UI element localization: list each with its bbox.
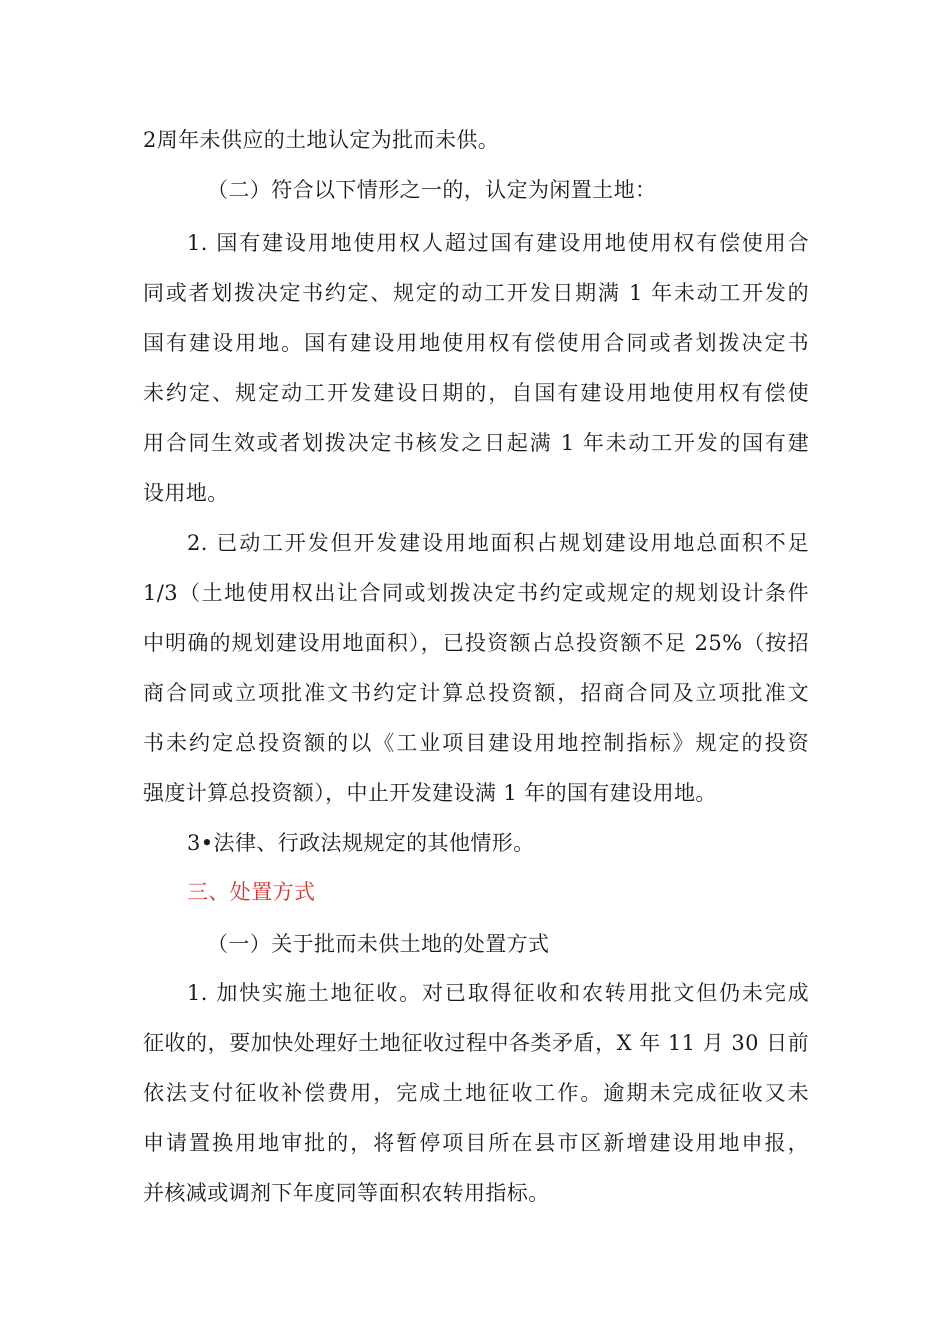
list-item-1-line: 同或者划拨决定书约定、规定的动工开发日期满 1 年未动工开发的 (143, 281, 809, 305)
list-item-2-line: 中明确的规划建设用地面积），已投资额占总投资额不足 25%（按招 (143, 631, 809, 655)
land-acquisition-line: 1. 加快实施土地征收。对已取得征收和农转用批文但仍未完成 (187, 981, 809, 1005)
list-item-1-line: 设用地。 (143, 481, 229, 505)
land-acquisition-line: 依法支付征收补偿费用，完成土地征收工作。逾期未完成征收又未 (143, 1081, 809, 1105)
land-acquisition-line: 申请置换用地审批的，将暂停项目所在县市区新增建设用地申报， (143, 1131, 809, 1155)
subsection-heading: （一）关于批而未供土地的处置方式 (207, 932, 550, 956)
list-item-2-line: 2. 已动工开发但开发建设用地面积占规划建设用地总面积不足 (187, 531, 809, 555)
list-item-2-line: 1/3（土地使用权出让合同或划拨决定书约定或规定的规划设计条件 (143, 581, 809, 605)
list-item-2-line: 商合同或立项批准文书约定计算总投资额，招商合同及立项批准文 (143, 681, 809, 705)
list-item-1-line: 未约定、规定动工开发建设日期的，自国有建设用地使用权有偿使 (143, 381, 809, 405)
list-item-2-line: 强度计算总投资额），中止开发建设满 1 年的国有建设用地。 (143, 781, 717, 805)
list-item-1-line: 国有建设用地。国有建设用地使用权有偿使用合同或者划拨决定书 (143, 331, 809, 355)
list-item-3-line: 3•法律、行政法规规定的其他情形。 (187, 831, 535, 855)
list-item-1-line: 1. 国有建设用地使用权人超过国有建设用地使用权有偿使用合 (187, 231, 809, 255)
subsection-heading: （二）符合以下情形之一的，认定为闲置土地： (207, 178, 657, 202)
list-item-2-line: 书未约定总投资额的以《工业项目建设用地控制指标》规定的投资 (143, 731, 809, 755)
land-acquisition-line: 征收的，要加快处理好土地征收过程中各类矛盾，X 年 11 月 30 日前 (143, 1031, 809, 1055)
land-acquisition-line: 并核减或调剂下年度同等面积农转用指标。 (143, 1181, 550, 1205)
section-heading: 三、处置方式 (187, 880, 316, 904)
paragraph-line: 2周年未供应的土地认定为批而未供。 (143, 128, 500, 152)
list-item-1-line: 用合同生效或者划拨决定书核发之日起满 1 年未动工开发的国有建 (143, 431, 809, 455)
